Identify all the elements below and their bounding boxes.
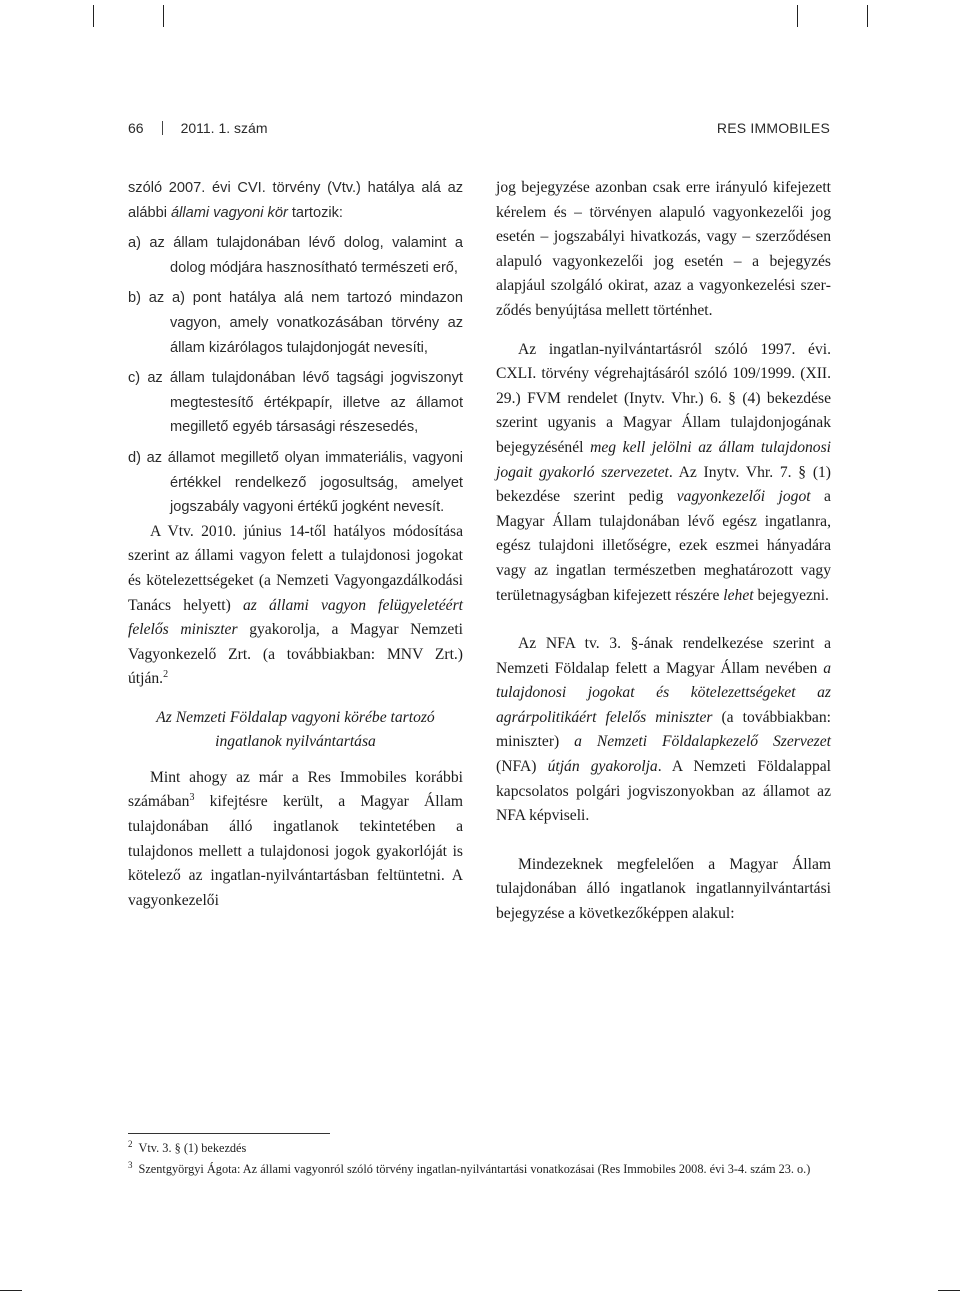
page-number: 66 [128,120,144,136]
intro-paragraph [128,176,463,225]
intro-end: tartozik: [287,204,343,221]
decree-emphasis-2: vagyonkezelői jogot [676,488,811,506]
footnote-2 [128,1140,833,1157]
issue-label: 2011. 1. szám [180,120,268,136]
section-heading-line-1: Az Nemzeti Földalap vagyoni körébe tartozó [156,708,435,726]
footnote-number: 3 [128,1160,133,1170]
records-paragraph [128,766,463,914]
decree-text-4: bejegyezni. [753,586,829,604]
crop-mark [797,5,798,27]
decree-text-3: a Magyar Állam tulajdonában lévő egész ingatlanra, egész tulajdoni illetőségre, ezek eszmei hányadára vagy az ingatlan természetben meghatározott vagy területnagyságban kifejezett részére [496,488,831,604]
records-text-1: Mint ahogy az már a Res Immobiles korábbi számában [128,768,463,811]
crop-mark [93,5,94,27]
footnote-text: Vtv. 3. § (1) bekezdés [138,1141,247,1155]
nfa-emphasis-2: a Nemzeti Földalapkezelő Szervezet [574,733,831,751]
vtv-text-2: gyakorolja, a Magyar Nemzeti Vagyonkezelő Zrt. (a továbbiakban: MNV Zrt.) útján. [128,621,463,688]
header-separator [162,121,163,135]
section-heading [128,706,463,754]
crop-mark [163,5,164,27]
nfa-text-1: Az NFA tv. 3. §-ának rendelkezése szerint a Nemzeti Földalap felett a Magyar Állam nevében [496,635,831,677]
right-column [496,176,831,927]
decree-text-1: Az ingatlan-nyilvántartásról szóló 1997. évi. CXLI. törvény végrehajtásáról szóló 109/1999. (XII. 29.) FVM rendelet (Inytv. Vhr.) 6. § (4) bekezdése szerint ugyanis a Magyar Állam tulajdonjogának bejegyzésénél [496,340,831,456]
nfa-text-2: (a továbbiakban: miniszter) [496,708,831,751]
nfa-emphasis-3: útján gyakorolja [547,758,658,776]
footnotes [128,1140,833,1182]
nfa-emphasis-1: a tulajdonosi jogokat és kötelezettségeket az agrárpolitikáért felelős miniszter [496,659,831,726]
list-item-a: a) az állam tulajdonában lévő dolog, valamint a dolog módjára hasznosítható természeti erő, [128,235,463,276]
decree-text-2: . Az Inytv. Vhr. 7. § (1) bekezdése szerint pedig [496,463,832,506]
nfa-paragraph [496,632,831,829]
footnote-ref-2[interactable]: 2 [163,669,169,681]
nfa-text-4: . A Nemzeti Földalappal kapcsolatos polgári jogviszonyokban az államot az NFA képviseli. [496,758,832,825]
running-header [128,120,830,140]
crop-mark [938,1290,960,1291]
records-text-2: kifejtésre került, a Magyar Állam tulajdonában álló ingatlanok tekintetében a tulajdonos mellett a tulajdonosi jogok gyakorlóját is kötelező az ingatlan-nyilvántartásban feltüntetni. A vagyonkezelői [128,793,463,909]
intro-emphasis: állami vagyoni kör [171,204,288,221]
decree-paragraph [496,338,831,609]
list-item-d: d) az államot megillető olyan immateriális, vagyoni értékkel rendelkező jogosultság, amelyet jogszabály vagyoni értékű jogként nevesít. [128,449,463,516]
section-heading-line-2: ingatlanok nyilvántartása [215,732,376,750]
left-column [128,176,463,913]
footnote-rule [128,1133,330,1134]
decree-emphasis-3: lehet [723,586,754,604]
header-left [128,120,267,136]
vtv-paragraph [128,520,463,692]
nfa-text-3: (NFA) [496,758,548,776]
vtv-emphasis: az állami vagyon felügyeletéért felelős miniszter [128,596,464,639]
vtv-text-1: A Vtv. 2010. június 14-től hatályos módosítása szerint az állami vagyon felett a tulajdonosi jogokat és kötelezettségeket (a Nemzeti Vagyongazdálkodási Tanács helyett) [128,522,463,614]
footnote-text: Szentgyörgyi Ágota: Az állami vagyonról szóló törvény ingatlan-nyilvántartási vonatkozásai (Res Immobiles 2008. évi 3-4. szám 23. o.) [138,1162,811,1176]
summary-paragraph: Mindezeknek megfelelően a Magyar Állam tulajdonában álló ingatlanok ingatlannyilvántartási bejegyzése a következőképpen alakul: [496,855,831,923]
journal-title: RES IMMOBILES [716,120,830,136]
list-item-b: b) az a) pont hatálya alá nem tartozó mindazon vagyon, amely vonatkozásában törvény az állam kizárólagos tulajdonjogát nevesíti, [128,290,463,356]
footnote-ref-3[interactable]: 3 [189,792,195,804]
list-item-c: c) az állam tulajdonában lévő tagsági jogviszonyt megtestesítő értékpapír, illetve az államot megillető egyéb társasági részesedés, [128,370,463,436]
footnote-number: 2 [128,1139,133,1149]
crop-mark [867,5,868,27]
footnote-3 [128,1161,833,1178]
crop-mark [0,1290,22,1291]
decree-emphasis-1: meg kell jelölni az állam tulajdonosi jogait gyakorló szervezetet [496,438,831,481]
registration-paragraph: jog bejegyzése azonban csak erre irányuló kifejezett kérelem és – törvényen alapuló vagyonkezelői jog esetén – jogszabályi hivatkozás, vagy – szerződésen alapuló vagyonkezelői jog esetén – a bejegyzés alapjául szolgáló okirat, azaz a vagyonkezelési szerződés benyújtása mellett történhet. [496,179,831,319]
intro-text: szóló 2007. évi CVI. törvény (Vtv.) hatálya alá az alábbi [128,180,463,221]
